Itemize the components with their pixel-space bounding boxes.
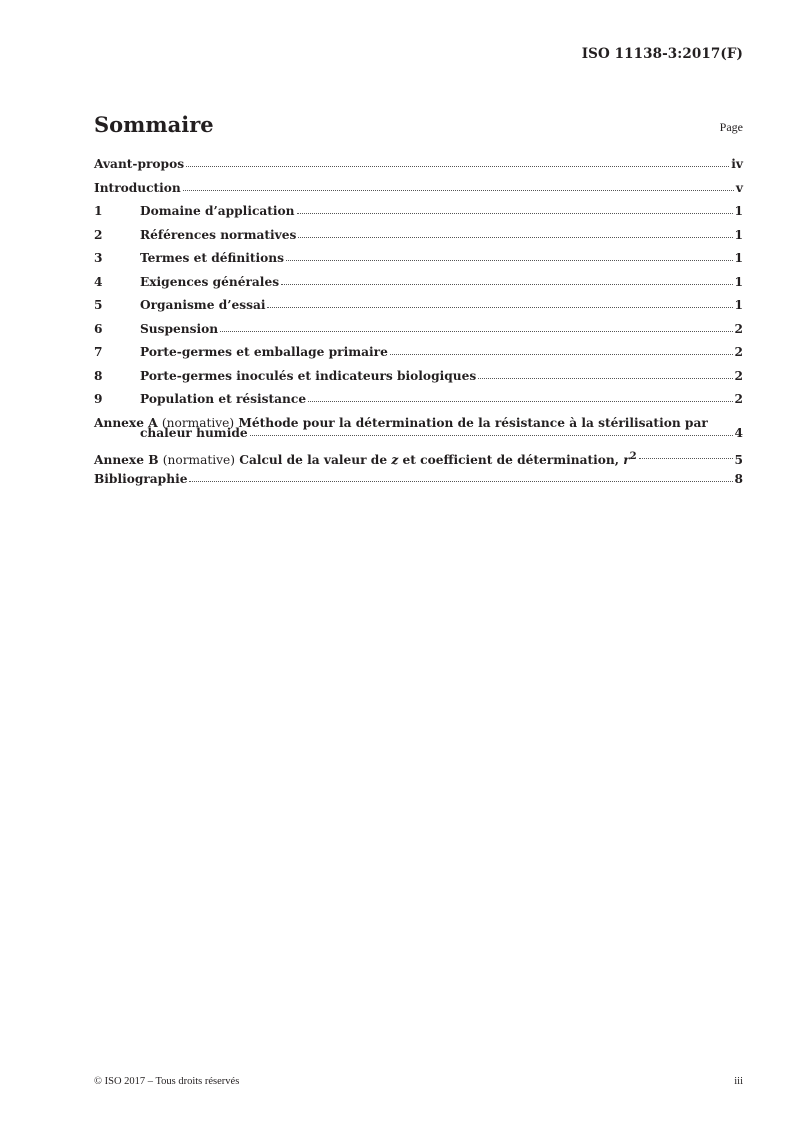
toc-entry-label: Suspension: [140, 321, 219, 336]
leader-dots: [478, 367, 732, 379]
toc-section-number: 7: [94, 345, 103, 359]
toc-annex-a-line2: chaleur humide: [140, 425, 248, 440]
leader-dots: [286, 249, 733, 261]
toc-page-number: 4: [734, 425, 743, 440]
toc-annex-b-label: Annexe B (normative) Calcul de la valeur de z et coefficient de détermination, $r^2$: [94, 449, 637, 467]
toc-entry-label: Population et résistance: [140, 392, 307, 406]
copyright-notice: © ISO 2017 – Tous droits réservés: [94, 1076, 240, 1087]
leader-dots: [639, 447, 733, 459]
toc-entry[interactable]: [94, 390, 743, 414]
toc-entry-label: Porte-germes et emballage primaire: [140, 345, 388, 359]
toc-page-number: 1: [734, 204, 743, 218]
toc-page-number: v: [735, 180, 743, 195]
toc-page-number: 2: [734, 392, 743, 406]
leader-dots: [297, 202, 733, 214]
page-column-label: Page: [719, 120, 743, 134]
toc-section-number: 6: [94, 321, 103, 336]
leader-dots: [281, 273, 732, 285]
toc-annex-a-line1: Annexe A (normative) Méthode pour la détermination de la résistance à la stérilisation par: [94, 415, 708, 430]
toc-entry[interactable]: [94, 273, 743, 297]
toc-page-number: 2: [734, 345, 743, 359]
document-id: ISO 11138-3:2017(F): [581, 46, 743, 62]
toc-section-number: 4: [94, 274, 103, 289]
toc-entry-label: Domaine d’application: [140, 204, 295, 218]
toc-entry-annex-b[interactable]: [94, 447, 743, 471]
toc-entry[interactable]: [94, 249, 743, 273]
toc-entry[interactable]: [94, 155, 743, 179]
toc-bibliography-label: Bibliographie: [94, 472, 188, 486]
toc-entry[interactable]: [94, 296, 743, 320]
toc-page-number: iv: [731, 157, 743, 171]
toc-page-number: 1: [734, 298, 743, 312]
leader-dots: [250, 424, 733, 436]
toc-page-number: 2: [734, 321, 743, 336]
toc-entry-label: Exigences générales: [140, 274, 280, 289]
toc-entry-label: Références normatives: [140, 227, 297, 242]
leader-dots: [308, 390, 732, 402]
toc-entry[interactable]: [94, 179, 743, 203]
toc-section-number: 9: [94, 392, 103, 406]
toc-page-number: 2: [734, 368, 743, 383]
toc-section-number: 3: [94, 251, 103, 265]
leader-dots: [189, 470, 732, 482]
toc-section-number: 2: [94, 227, 103, 242]
toc-entry-label: Introduction: [94, 180, 181, 195]
leader-dots: [390, 343, 733, 355]
toc-entry[interactable]: [94, 202, 743, 226]
toc-section-number: 8: [94, 368, 103, 383]
leader-dots: [267, 296, 732, 308]
leader-dots: [186, 155, 729, 167]
leader-dots: [183, 179, 734, 191]
toc-section-number: 5: [94, 298, 103, 312]
toc-entry-label: Porte-germes inoculés et indicateurs biologiques: [140, 368, 477, 383]
toc-entry-label: Avant-propos: [94, 157, 185, 171]
toc-entry[interactable]: [94, 320, 743, 344]
toc-page-number: 8: [734, 472, 743, 486]
footer-page-number: iii: [734, 1076, 743, 1087]
toc-entry-label: Termes et définitions: [140, 251, 284, 265]
toc-entry[interactable]: [94, 226, 743, 250]
toc-entry-label: Organisme d’essai: [140, 298, 266, 312]
toc-section-number: 1: [94, 204, 103, 218]
page-title: Sommaire: [94, 112, 214, 137]
leader-dots: [298, 226, 732, 238]
toc-entry[interactable]: [94, 367, 743, 391]
table-of-contents: [94, 155, 743, 494]
toc-page-number: 1: [734, 251, 743, 265]
toc-entry-annex-a[interactable]: [94, 414, 743, 447]
toc-page-number: 1: [734, 274, 743, 289]
toc-page-number: 1: [734, 227, 743, 242]
title-row: [94, 112, 743, 137]
toc-page-number: 5: [734, 452, 743, 467]
page-footer: [94, 1076, 743, 1087]
leader-dots: [220, 320, 732, 332]
toc-entry-bibliography[interactable]: [94, 470, 743, 494]
toc-entry[interactable]: [94, 343, 743, 367]
